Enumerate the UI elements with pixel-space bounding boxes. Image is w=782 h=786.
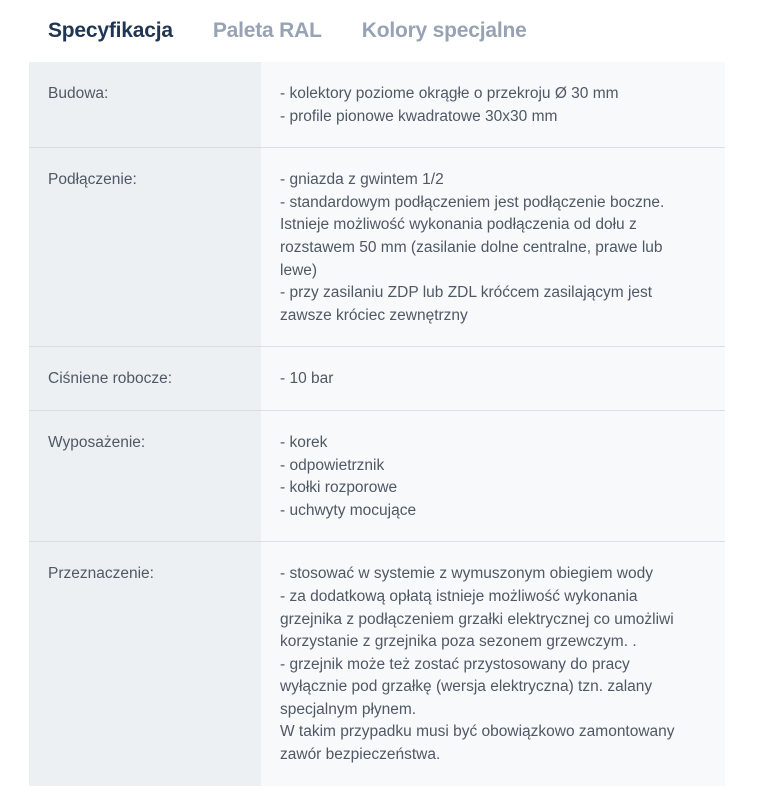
spec-label: Wyposażenie: [29,410,261,541]
spec-value-line: Istnieje możliwość wykonania podłączenia od dołu z [280,216,637,234]
spec-value-line: - za dodatkową opłatą istnieje możliwość wykonania [280,587,638,605]
spec-value-line: - uchwyty mocujące [280,501,417,519]
spec-row-przeznaczenie [29,542,725,786]
spec-value-line: - kołki rozporowe [280,479,398,497]
spec-value-line: grzejnika z podłączeniem grzałki elektrycznej co umożliwi [280,610,674,628]
spec-value [261,62,725,148]
spec-label: Przeznaczenie: [29,542,261,786]
spec-value [261,410,725,541]
tab-specyfikacja[interactable]: Specyfikacja [48,19,173,42]
spec-value-line: rozstawem 50 mm (zasilanie dolne centralne, prawe lub [280,238,663,256]
spec-row-budowa [29,62,725,148]
spec-label: Podłączenie: [29,148,261,347]
spec-value-line: zawsze króciec zewnętrzny [280,306,468,324]
spec-value [261,542,725,786]
spec-label: Budowa: [29,62,261,148]
spec-value-line: lewe) [280,261,318,279]
tab-kolory-specjalne[interactable]: Kolory specjalne [361,19,527,42]
spec-value-line: korzystanie z grzejnika poza sezonem grzewczym. . [280,633,637,651]
spec-value [261,148,725,347]
spec-value-line: - grzejnik może też zostać przystosowany do pracy [280,655,630,673]
spec-row-cisniene-robocze [29,347,725,411]
spec-row-wyposazenie [29,410,725,541]
spec-row-podlaczenie [29,148,725,347]
spec-value [261,347,725,411]
spec-value-line: - kolektory poziome okrągłe o przekroju Ø 30 mm [280,85,619,102]
spec-value-line: - odpowietrznik [280,456,385,474]
tab-bar [48,0,567,62]
spec-value-line: - standardowym podłączeniem jest podłączenie boczne. [280,193,665,211]
spec-value-line: zawór bezpieczeństwa. [280,746,441,764]
spec-label: Ciśniene robocze: [29,347,261,411]
spec-value-line: specjalnym płynem. [280,700,417,718]
spec-value-line: wyłącznie pod grzałkę (wersja elektryczna) tzn. zalany [280,678,653,696]
spec-value-line: - 10 bar [280,370,334,388]
spec-value-line: W takim przypadku musi być obowiązkowo zamontowany [280,723,675,741]
spec-value-line: - korek [280,433,328,451]
spec-value-line: - stosować w systemie z wymuszonym obiegiem wody [280,565,653,583]
spec-value-line: - przy zasilaniu ZDP lub ZDL króćcem zasilającym jest [280,284,653,302]
specification-table [29,62,725,786]
spec-value-line: - gniazda z gwintem 1/2 [280,171,444,189]
tab-paleta-ral[interactable]: Paleta RAL [212,19,322,42]
spec-value-line: - profile pionowe kwadratowe 30x30 mm [280,107,558,125]
